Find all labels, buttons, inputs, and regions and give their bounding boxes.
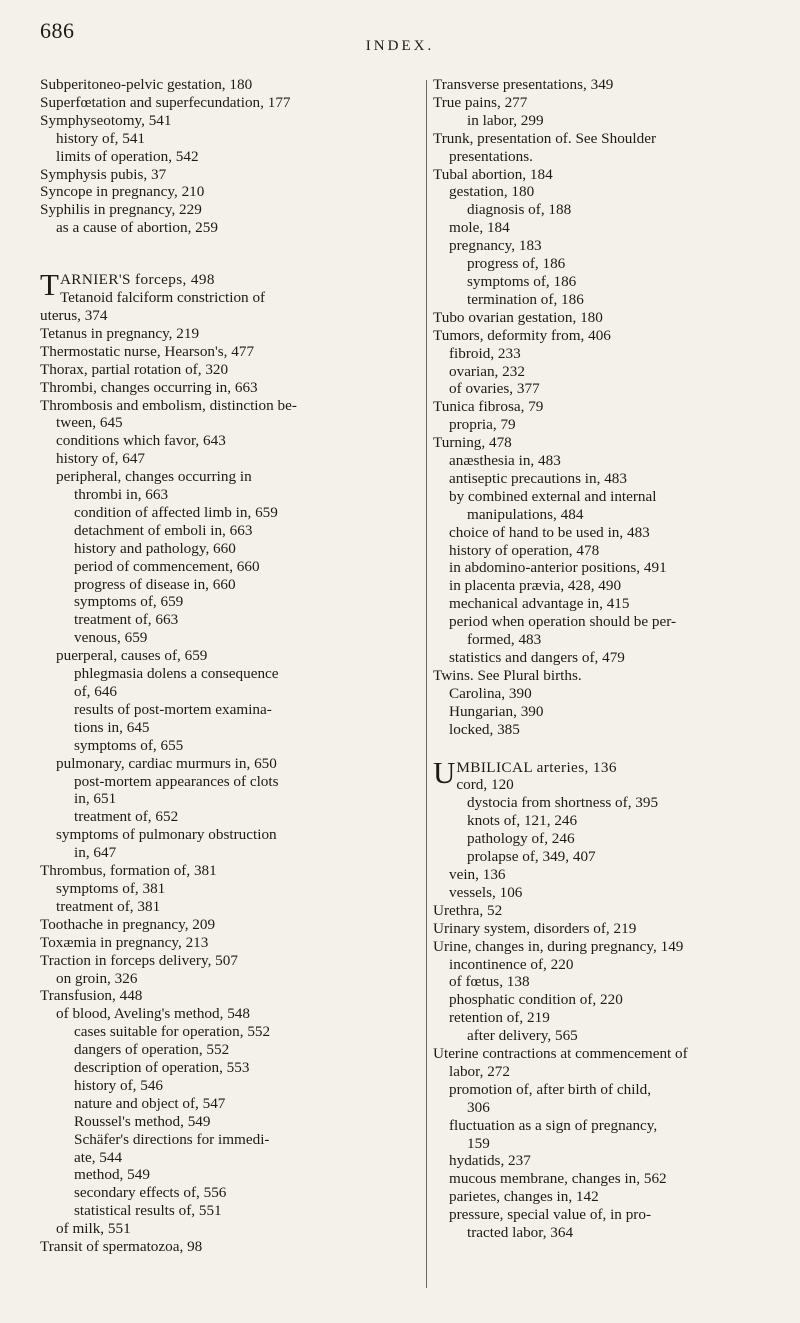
column-rule — [426, 80, 427, 1288]
index-entry: vessels, 106 — [449, 883, 523, 901]
index-section-t — [40, 267, 425, 307]
index-entry: history of operation, 478 — [449, 541, 600, 559]
page-number: 686 — [40, 18, 75, 43]
index-entry: Schäfer's directions for immedi- — [74, 1130, 270, 1148]
index-entry: ate, 544 — [74, 1148, 123, 1166]
index-entry: history of, 546 — [74, 1076, 164, 1094]
index-section-u — [433, 754, 778, 795]
index-entry: secondary effects of, 556 — [74, 1184, 227, 1202]
index-entry: symptoms of pulmonary obstruction — [56, 826, 277, 844]
index-entry: of blood, Aveling's method, 548 — [56, 1005, 250, 1023]
index-entry: after delivery, 565 — [467, 1027, 578, 1045]
index-entry: method, 549 — [74, 1166, 150, 1184]
index-entry: Tetanus in pregnancy, 219 — [40, 324, 200, 342]
index-entry: Toxæmia in pregnancy, 213 — [40, 933, 209, 951]
index-entry: period when operation should be per- — [449, 613, 677, 631]
index-entry: period of commencement, 660 — [74, 557, 260, 575]
index-entry: symptoms of, 655 — [74, 736, 184, 754]
index-entry: Uterine contractions at commencement of — [433, 1045, 688, 1063]
index-entry: dangers of operation, 552 — [74, 1041, 230, 1059]
index-entry: of ovaries, 377 — [449, 380, 540, 398]
index-entry: Tumors, deformity from, 406 — [433, 326, 611, 344]
index-entry: parietes, changes in, 142 — [449, 1188, 599, 1206]
index-entry: Hungarian, 390 — [449, 702, 544, 720]
index-block-u — [433, 794, 778, 1242]
index-entry: hydatids, 237 — [449, 1152, 531, 1170]
index-entry: Tubal abortion, 184 — [433, 165, 553, 183]
index-entry: Syphilis in pregnancy, 229 — [40, 201, 202, 219]
dropcap-letter: T — [40, 267, 59, 303]
index-entry: Urinary system, disorders of, 219 — [433, 919, 637, 937]
index-entry: True pains, 277 — [433, 93, 528, 111]
index-entry: progress of disease in, 660 — [74, 575, 236, 593]
index-entry: Tubo ovarian gestation, 180 — [433, 308, 603, 326]
index-entry-text: ARNIER'S forceps, 498 — [59, 271, 215, 289]
index-entry: treatment of, 381 — [56, 897, 161, 915]
index-entry: description of operation, 553 — [74, 1059, 250, 1077]
index-entry: Thorax, partial rotation of, 320 — [40, 360, 229, 378]
index-entry: Superfœtation and superfecundation, 177 — [40, 93, 291, 111]
index-entry: history of, 647 — [56, 450, 146, 468]
index-entry: condition of affected limb in, 659 — [74, 503, 278, 521]
index-entry: anæsthesia in, 483 — [449, 452, 561, 470]
index-entry: symptoms of, 186 — [467, 272, 577, 290]
index-entry: 306 — [467, 1098, 490, 1116]
index-entry: in, 651 — [74, 790, 117, 808]
index-entry: symptoms of, 659 — [74, 593, 184, 611]
index-entry-text: MBILICAL arteries, 136 — [456, 758, 617, 776]
index-entry: in, 647 — [74, 844, 117, 862]
index-entry: Transfusion, 448 — [40, 987, 143, 1005]
index-entry: tween, 645 — [56, 414, 123, 432]
index-entry: fibroid, 233 — [449, 344, 521, 362]
index-entry: Carolina, 390 — [449, 684, 532, 702]
index-entry: uterus, 374 — [40, 306, 108, 324]
index-entry: on groin, 326 — [56, 969, 138, 987]
index-entry: retention of, 219 — [449, 1009, 550, 1027]
index-entry: pregnancy, 183 — [449, 237, 542, 255]
index-entry: locked, 385 — [449, 720, 520, 738]
index-entry: antiseptic precautions in, 483 — [449, 469, 627, 487]
index-entry: formed, 483 — [467, 631, 542, 649]
index-entry: Thermostatic nurse, Hearson's, 477 — [40, 342, 255, 360]
section-gap — [433, 739, 778, 759]
index-entry: pathology of, 246 — [467, 830, 575, 848]
index-entry: fluctuation as a sign of pregnancy, — [449, 1116, 658, 1134]
index-entry: in labor, 299 — [467, 111, 544, 129]
index-entry: history of, 541 — [56, 129, 146, 147]
index-entry: Tetanoid falciform constriction of — [59, 289, 266, 307]
index-entry: manipulations, 484 — [467, 505, 584, 523]
index-entry: choice of hand to be used in, 483 — [449, 523, 650, 541]
index-entry: mechanical advantage in, 415 — [449, 595, 630, 613]
index-entry: Thrombus, formation of, 381 — [40, 862, 217, 880]
index-entry: detachment of emboli in, 663 — [74, 521, 253, 539]
index-entry: limits of operation, 542 — [56, 147, 199, 165]
index-block-t-continued — [433, 76, 778, 739]
index-entry: Urine, changes in, during pregnancy, 149 — [433, 937, 684, 955]
index-column-left — [40, 76, 425, 1256]
index-entry: pressure, special value of, in pro- — [449, 1206, 652, 1224]
index-entry: in placenta prævia, 428, 490 — [449, 577, 622, 595]
index-entry: phosphatic condition of, 220 — [449, 991, 623, 1009]
index-entry: propria, 79 — [449, 416, 516, 434]
index-entry: statistical results of, 551 — [74, 1202, 222, 1220]
index-entry: 159 — [467, 1134, 490, 1152]
index-entry: prolapse of, 349, 407 — [467, 848, 596, 866]
index-entry: treatment of, 663 — [74, 611, 179, 629]
index-entry: conditions which favor, 643 — [56, 432, 226, 450]
index-entry: Turning, 478 — [433, 434, 512, 452]
running-head: INDEX. — [365, 38, 435, 54]
index-entry: Syncope in pregnancy, 210 — [40, 183, 205, 201]
index-entry: gestation, 180 — [449, 183, 535, 201]
index-block-t — [40, 307, 425, 1256]
index-entry: presentations. — [449, 147, 533, 165]
index-entry: history and pathology, 660 — [74, 539, 236, 557]
index-entry: post-mortem appearances of clots — [74, 772, 279, 790]
index-entry: ovarian, 232 — [449, 362, 525, 380]
index-entry: Traction in forceps delivery, 507 — [40, 951, 238, 969]
index-entry: phlegmasia dolens a consequence — [74, 665, 279, 683]
index-entry: Urethra, 52 — [433, 901, 503, 919]
section-gap — [40, 237, 425, 271]
index-entry: peripheral, changes occurring in — [56, 468, 252, 486]
index-column-right — [433, 76, 778, 1242]
index-block-s — [40, 76, 425, 237]
index-entry: Transverse presentations, 349 — [433, 76, 614, 93]
index-entry: of fœtus, 138 — [449, 973, 530, 991]
index-entry: Transit of spermatozoa, 98 — [40, 1238, 203, 1256]
index-entry: Twins. See Plural births. — [433, 666, 582, 684]
index-entry: statistics and dangers of, 479 — [449, 649, 625, 666]
index-entry: pulmonary, cardiac murmurs in, 650 — [56, 754, 277, 772]
index-entry: diagnosis of, 188 — [467, 201, 572, 219]
index-entry: treatment of, 652 — [74, 808, 179, 826]
index-entry: incontinence of, 220 — [449, 955, 574, 973]
index-entry: Symphyseotomy, 541 — [40, 111, 172, 129]
index-entry: mole, 184 — [449, 219, 510, 237]
index-entry: as a cause of abortion, 259 — [56, 219, 218, 237]
index-entry: Thrombosis and embolism, distinction be- — [40, 396, 297, 414]
index-entry: by combined external and internal — [449, 487, 657, 505]
index-entry: vein, 136 — [449, 865, 506, 883]
index-entry: progress of, 186 — [467, 255, 566, 273]
index-entry: venous, 659 — [74, 629, 148, 647]
index-entry: tions in, 645 — [74, 718, 150, 736]
index-entry: termination of, 186 — [467, 290, 584, 308]
index-entry: Trunk, presentation of. See Shoulder — [433, 129, 657, 147]
index-entry: tracted labor, 364 — [467, 1224, 574, 1242]
index-entry: results of post-mortem examina- — [74, 700, 272, 718]
index-entry: cord, 120 — [456, 776, 514, 794]
index-entry: thrombi in, 663 — [74, 486, 169, 504]
index-entry: labor, 272 — [449, 1062, 510, 1080]
dropcap-letter: U — [433, 754, 456, 790]
index-entry: nature and object of, 547 — [74, 1094, 226, 1112]
index-entry: of milk, 551 — [56, 1220, 131, 1238]
index-entry: promotion of, after birth of child, — [449, 1080, 652, 1098]
index-entry: Toothache in pregnancy, 209 — [40, 915, 216, 933]
index-entry: in abdomino-anterior positions, 491 — [449, 559, 667, 577]
index-entry: mucous membrane, changes in, 562 — [449, 1170, 667, 1188]
index-entry: of, 646 — [74, 683, 118, 700]
index-entry: Subperitoneo-pelvic gestation, 180 — [40, 76, 253, 93]
index-entry: cases suitable for operation, 552 — [74, 1023, 271, 1041]
index-entry: Thrombi, changes occurring in, 663 — [40, 378, 258, 396]
index-entry: knots of, 121, 246 — [467, 812, 578, 830]
index-entry: dystocia from shortness of, 395 — [467, 794, 659, 812]
index-entry: Roussel's method, 549 — [74, 1112, 211, 1130]
index-entry: Tunica fibrosa, 79 — [433, 398, 544, 416]
index-entry: symptoms of, 381 — [56, 879, 166, 897]
index-entry: puerperal, causes of, 659 — [56, 647, 208, 665]
index-entry: Symphysis pubis, 37 — [40, 165, 167, 183]
